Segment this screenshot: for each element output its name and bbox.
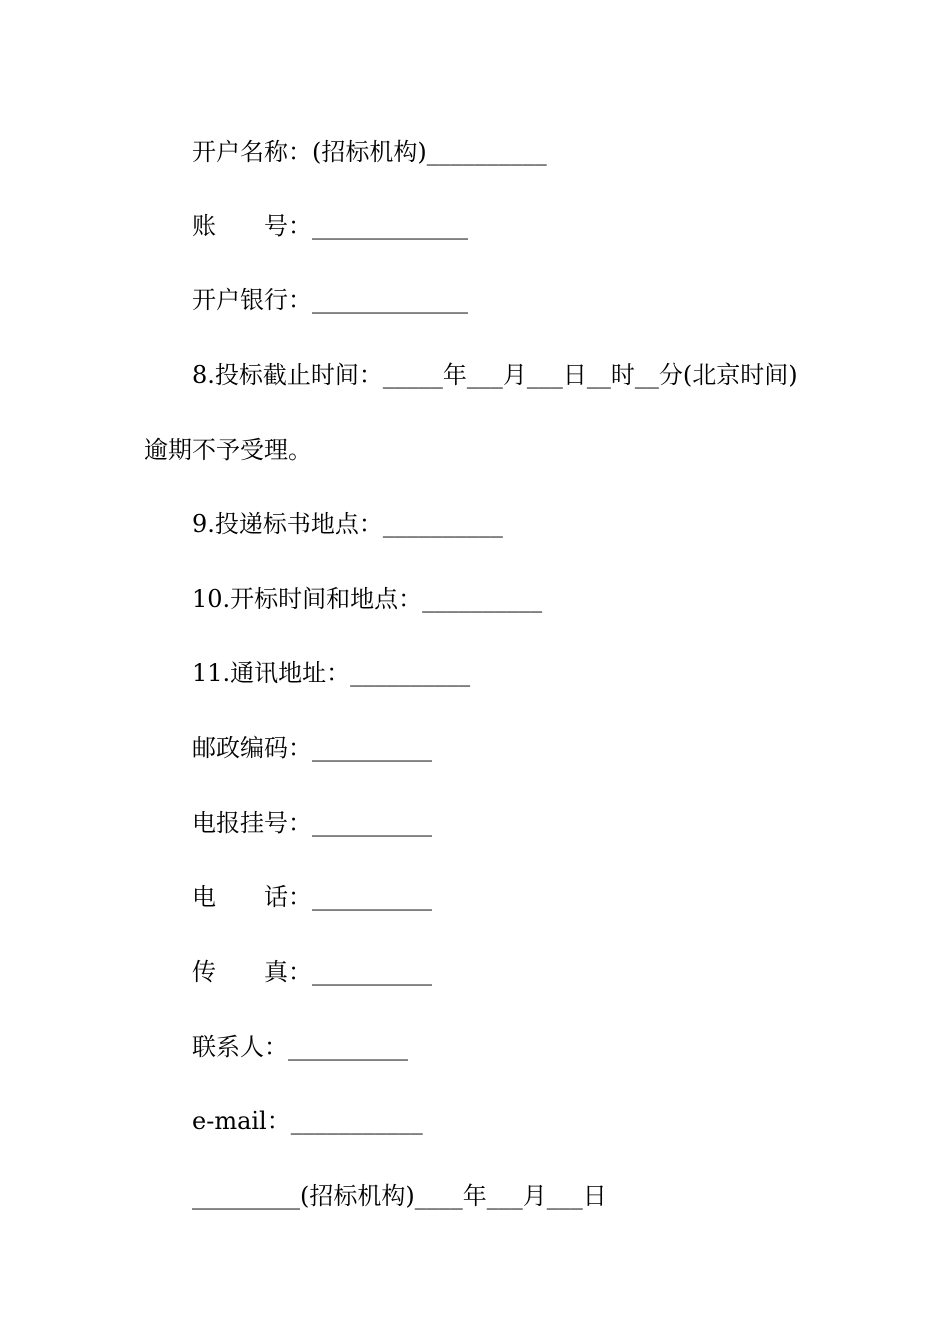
late-notice-line: 逾期不予受理。 — [144, 436, 312, 464]
mailing-address-line: 11.通讯地址：__________ — [192, 659, 471, 687]
signature-date-line: _________(招标机构)____年___月___日 — [192, 1182, 607, 1210]
contact-person-line: 联系人：__________ — [192, 1033, 408, 1061]
fax-line: 传 真：__________ — [192, 958, 432, 986]
bank-line: 开户银行：_____________ — [192, 286, 468, 314]
telephone-line: 电 话：__________ — [192, 883, 432, 911]
account-number-line: 账 号：_____________ — [192, 212, 468, 240]
bid-deadline-line: 8.投标截止时间：_____年___月___日__时__分(北京时间) — [192, 361, 798, 389]
submission-location-line: 9.投递标书地点：__________ — [192, 510, 503, 538]
opening-time-location-line: 10.开标时间和地点：__________ — [192, 585, 543, 613]
account-name-line: 开户名称：(招标机构)__________ — [192, 138, 547, 166]
email-line: e-mail：___________ — [192, 1107, 423, 1135]
postal-code-line: 邮政编码：__________ — [192, 734, 432, 762]
telegraph-line: 电报挂号：__________ — [192, 809, 432, 837]
